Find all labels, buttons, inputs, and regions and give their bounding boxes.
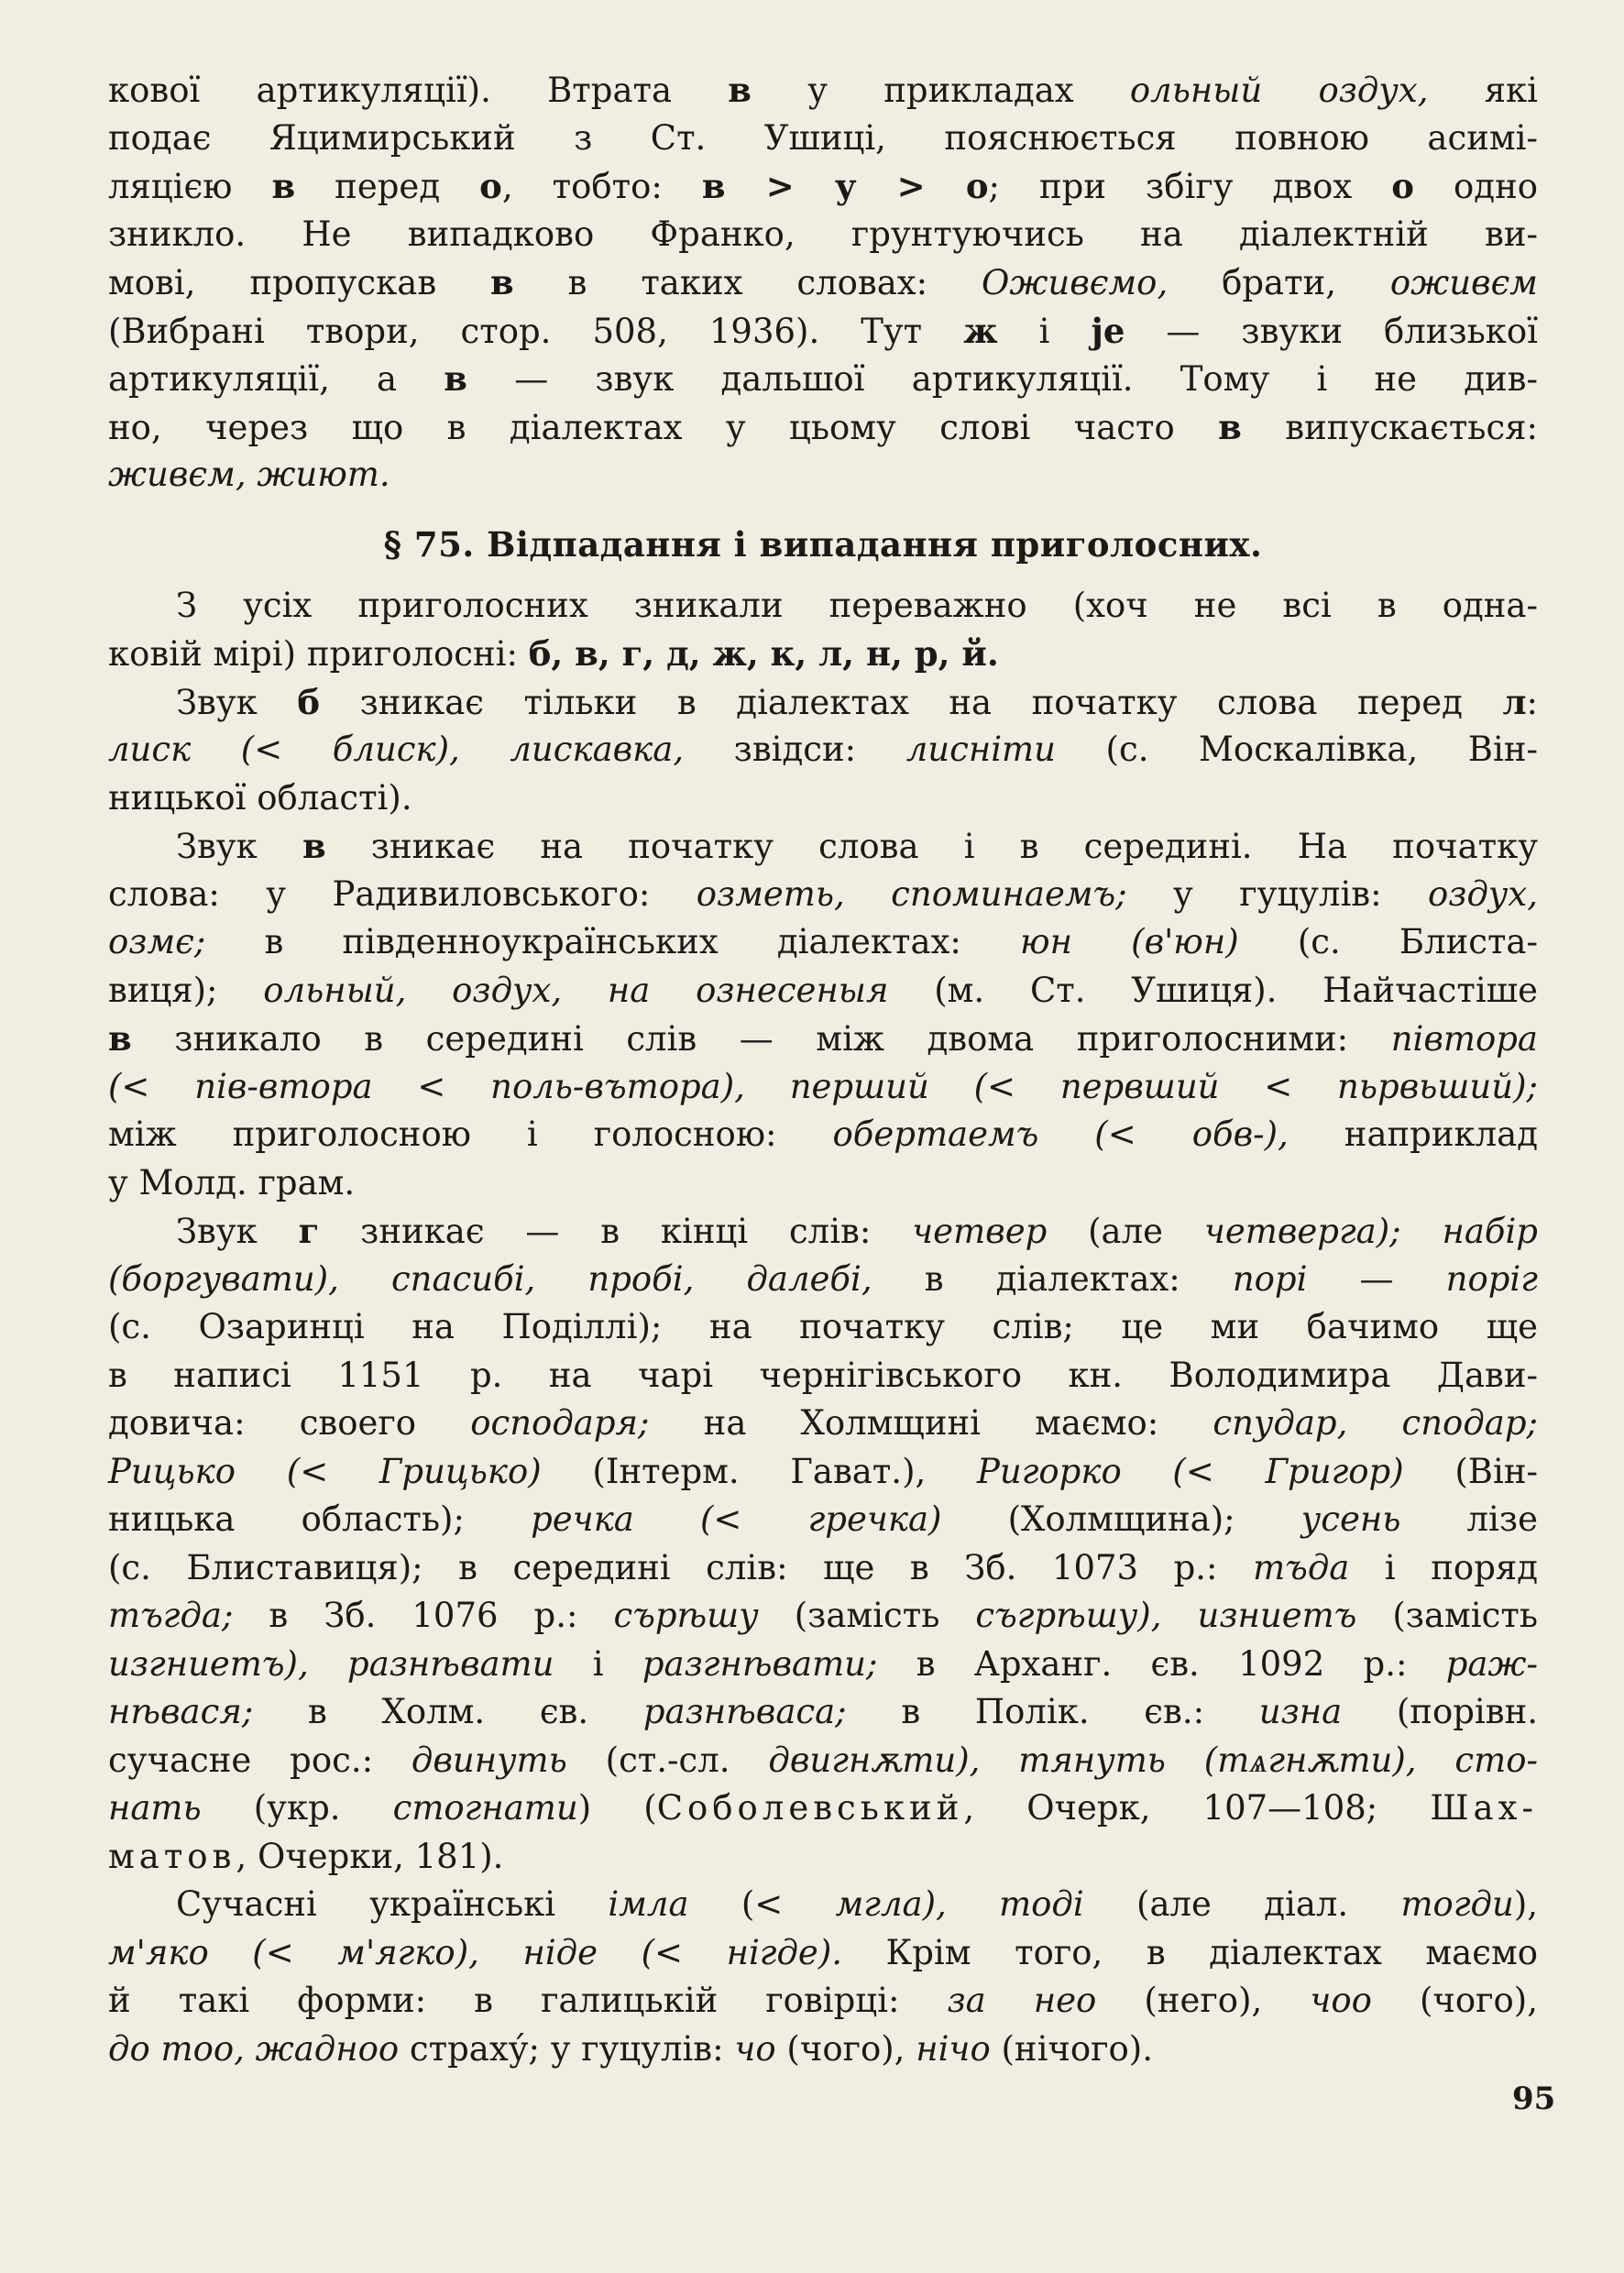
text-run: (замість: [758, 1596, 976, 1635]
page-number: 95: [1512, 2081, 1556, 2117]
text-run: зникає на початку слова і в середині. На початку: [325, 827, 1539, 866]
text-run: сърѣшу: [613, 1596, 759, 1635]
text-run: імла: [608, 1884, 689, 1924]
text-run: артикуляції, а: [108, 359, 444, 399]
text-run: в Зб. 1076 р.:: [233, 1596, 614, 1635]
text-run: півтора: [1390, 1019, 1538, 1059]
text-run: оздух,: [1427, 873, 1538, 914]
text-run: Рицько (< Грицько): [108, 1451, 542, 1491]
paragraph-2: [108, 678, 1538, 823]
text-run: тъда: [1253, 1547, 1350, 1587]
text-line: [108, 1400, 1538, 1448]
text-run: ольный оздух,: [1129, 71, 1429, 110]
text-run: за нео: [947, 1981, 1097, 2020]
text-line: [108, 1977, 1538, 2026]
text-run: і поряд: [1349, 1547, 1539, 1587]
paragraph-3: [108, 822, 1538, 1207]
text-run: ляцією: [108, 167, 272, 206]
text-line: [108, 1448, 1538, 1497]
text-line: [108, 2026, 1538, 2074]
text-run: раж-: [1445, 1643, 1538, 1684]
text-run: г: [298, 1211, 320, 1251]
text-line: [108, 1784, 1538, 1833]
text-run: лізе: [1400, 1499, 1538, 1539]
section-heading: § 75. Відпадання і випадання приголосних.: [383, 523, 1263, 565]
text-run: Звук: [176, 682, 298, 722]
text-run: о: [1391, 166, 1414, 206]
text-line: [108, 678, 1538, 727]
text-run: спудар, сподар;: [1213, 1403, 1538, 1443]
text-run: і: [554, 1643, 642, 1684]
text-run: (але діал.: [1083, 1884, 1401, 1924]
text-run: (чого),: [1371, 1981, 1539, 2020]
text-line: [108, 1159, 1538, 1208]
text-run: страху́; у гуцулів:: [399, 2028, 735, 2069]
text-run: ницької області).: [108, 777, 412, 818]
text-run: кової артикуляції). Втрата: [108, 71, 729, 110]
text-run: в: [1218, 406, 1242, 447]
text-line: [108, 451, 1538, 500]
text-run: л: [1502, 681, 1527, 722]
text-line: [108, 1881, 1538, 1929]
text-run: у гуцулів:: [1126, 873, 1428, 914]
text-run: (чого),: [775, 2028, 916, 2069]
text-run: Соболевський: [656, 1788, 964, 1828]
text-run: Оживємо,: [982, 263, 1169, 302]
text-line: [108, 1303, 1538, 1352]
text-run: разгнѣвати;: [642, 1643, 878, 1684]
text-run: до тоо, жадноо: [108, 2028, 400, 2069]
text-run: ) (: [577, 1788, 657, 1828]
text-run: б, в, г, д, ж, к, л, н, р, й.: [528, 633, 999, 674]
text-line: [108, 1592, 1538, 1641]
text-run: мові, пропускав: [108, 263, 491, 302]
text-run: о: [479, 166, 502, 206]
text-line: [108, 726, 1538, 774]
text-run: двинуть: [411, 1740, 567, 1780]
text-run: (с. Москалівка, Він-: [1055, 730, 1538, 769]
text-run: оживєм: [1389, 263, 1538, 302]
text-run: на Холмщині маємо:: [649, 1403, 1213, 1443]
paragraph-4: [108, 1207, 1538, 1881]
text-run: (Інтерм. Гават.),: [541, 1451, 977, 1491]
text-run: подає Яцимирський з Ст. Ушиці, пояснюється повною асимі-: [108, 117, 1538, 158]
text-run: обертаемъ (< обв-),: [832, 1115, 1289, 1154]
text-run: в: [444, 358, 468, 399]
text-run: (м. Ст. Ушиця). Найчастіше: [888, 970, 1538, 1010]
text-run: тъгда;: [108, 1596, 234, 1635]
text-line: [108, 774, 1538, 823]
text-run: тогди: [1400, 1884, 1514, 1924]
text-run: двигнѫти), тянуть (тѧгнѫти), сто-: [768, 1740, 1538, 1780]
text-line: [108, 1496, 1538, 1544]
text-run: й такі форми: в галицькій говірці:: [108, 1981, 948, 2020]
text-run: (него),: [1096, 1981, 1311, 2020]
text-run: (Він-: [1403, 1451, 1538, 1491]
text-line: [108, 1207, 1538, 1256]
text-run: изгниетъ), разнѣвати: [108, 1643, 554, 1684]
paragraph-1: [108, 582, 1538, 678]
text-run: ж: [963, 310, 998, 351]
text-run: випускається:: [1241, 407, 1538, 447]
text-run: одно: [1413, 167, 1539, 206]
text-run: (с. Озаринці на Поділлі); на початку слів; це ми бачимо ще: [108, 1307, 1538, 1346]
text-run: в Холм. єв.: [253, 1692, 643, 1731]
text-line: [108, 1352, 1538, 1400]
text-run: зникає тільки в діалектах на початку слова перед: [320, 682, 1503, 722]
text-line: [108, 307, 1538, 356]
text-run: б: [297, 681, 321, 722]
text-run: зникло. Не випадково Франко, грунтуючись на діалектній ви-: [108, 214, 1538, 254]
text-run: — звуки близької: [1125, 311, 1539, 351]
text-run: Крім того, в діалектах маємо: [842, 1932, 1538, 1972]
text-line: [108, 66, 1538, 115]
text-line: [108, 258, 1538, 307]
text-run: зникало в середині слів — між двома приголосними:: [131, 1019, 1391, 1059]
text-run: лиск (< блиск), лискавка,: [108, 730, 685, 769]
text-run: нічо: [916, 2028, 991, 2069]
text-run: чоо: [1310, 1981, 1372, 2020]
text-run: озметь, споминаемъ;: [696, 873, 1127, 914]
text-run: наприклад: [1288, 1115, 1538, 1154]
text-run: (але: [1047, 1212, 1204, 1251]
text-run: (порівн.: [1342, 1692, 1539, 1731]
text-run: (< пів-втора < поль-вътора), перший (< первший < пьрвьший);: [108, 1066, 1538, 1106]
text-run: Звук: [176, 1212, 299, 1251]
text-line: [108, 1688, 1538, 1737]
text-run: но, через що в діалектах у цьому слові часто: [108, 407, 1219, 447]
text-run: осподаря;: [470, 1403, 650, 1443]
text-run: (с. Блиставиця); в середині слів: ще в Зб. 1073 р.:: [108, 1547, 1254, 1587]
text-run: :: [1526, 682, 1538, 722]
text-line: [108, 967, 1538, 1016]
text-run: ницька область);: [108, 1499, 532, 1539]
text-run: в діалектах:: [872, 1258, 1233, 1299]
text-line: [108, 1833, 1538, 1882]
text-run: у прикладах: [752, 71, 1130, 110]
text-line: [108, 115, 1538, 163]
text-run: (с. Блиста-: [1238, 922, 1538, 961]
text-run: (нічого).: [990, 2028, 1154, 2069]
text-run: в: [271, 166, 296, 206]
text-run: (укр.: [201, 1788, 393, 1828]
text-run: разнѣваса;: [642, 1692, 847, 1731]
text-run: в > у > о: [701, 166, 989, 206]
text-run: стогнати: [392, 1788, 578, 1828]
text-run: — звук дальшої артикуляції. Тому і не див-: [467, 359, 1539, 399]
text-line: [108, 918, 1538, 967]
page-text: [108, 66, 1538, 2073]
text-line: [108, 1929, 1538, 1978]
text-run: (боргувати), спасибі, пробі, далебі,: [108, 1258, 872, 1299]
text-run: сучасне рос.:: [108, 1740, 411, 1780]
text-line: [108, 1256, 1538, 1304]
text-run: в: [490, 262, 514, 302]
text-run: (: [688, 1884, 755, 1924]
text-run: (ст.-сл.: [566, 1740, 769, 1780]
paragraph-5: [108, 1881, 1538, 2073]
text-run: Шах-: [1430, 1788, 1538, 1828]
text-run: слова: у Радивиловського:: [108, 873, 697, 914]
text-run: звідси:: [684, 730, 906, 769]
text-run: які: [1428, 71, 1539, 110]
text-run: перед: [295, 167, 480, 206]
text-run: ; при збігу двох: [988, 167, 1392, 206]
paragraph-intro: [108, 66, 1538, 500]
text-line: [108, 1015, 1538, 1063]
text-run: четверга); набір: [1203, 1212, 1538, 1251]
text-line: [108, 355, 1538, 403]
text-run: в: [302, 826, 326, 866]
text-run: Сучасні українські: [176, 1884, 609, 1924]
text-run: ),: [1513, 1884, 1539, 1924]
text-line: [108, 1111, 1538, 1159]
text-run: ольный, оздух, на oзнeceныя: [263, 970, 889, 1010]
text-run: у Молд. грам.: [108, 1162, 356, 1202]
text-run: съгрѣшу), изниетъ: [975, 1596, 1357, 1635]
text-run: в Арханг. єв. 1092 р.:: [877, 1643, 1446, 1684]
text-run: усень: [1300, 1499, 1401, 1539]
text-run: між приголосною і голосною:: [108, 1115, 833, 1154]
text-run: брати,: [1168, 263, 1390, 302]
text-line: [108, 1544, 1538, 1593]
text-line: [108, 1641, 1538, 1689]
text-run: живєм, жиют.: [108, 455, 390, 494]
text-line: [108, 630, 1538, 678]
text-run: Звук: [176, 827, 302, 866]
text-run: порі — поріг: [1232, 1258, 1538, 1299]
text-run: , Очерки, 181).: [236, 1836, 504, 1876]
text-run: (Холмщина);: [941, 1499, 1301, 1539]
text-run: в таких словах:: [513, 263, 982, 302]
text-run: юн (в'юн): [1020, 922, 1239, 961]
text-run: в: [728, 70, 752, 110]
text-run: матов: [108, 1836, 236, 1876]
text-run: в Полік. єв.:: [846, 1692, 1259, 1731]
text-run: в південноукраїнських діалектах:: [205, 922, 1021, 961]
text-run: виця);: [108, 970, 264, 1010]
text-run: , тобто:: [501, 167, 702, 206]
text-line: [108, 822, 1538, 871]
text-run: нать: [108, 1788, 202, 1828]
text-run: je: [1091, 310, 1125, 351]
text-line: [108, 162, 1538, 211]
text-run: м'яко (< м'ягко), ніде (< нігде).: [108, 1932, 843, 1972]
text-run: в: [108, 1018, 132, 1059]
text-run: З усіх приголосних зникали переважно (хоч не всі в одна-: [176, 585, 1538, 625]
text-line: [108, 582, 1538, 631]
text-run: і: [997, 311, 1092, 351]
text-run: в написі 1151 р. на чарі чернігівського кн. Володимира Дави-: [108, 1355, 1538, 1395]
text-run: (Вибрані твори, стор. 508, 1936). Тут: [108, 311, 964, 351]
text-line: [108, 1737, 1538, 1785]
text-line: [108, 871, 1538, 919]
text-run: зникає — в кінці слів:: [319, 1212, 913, 1251]
text-run: довича: своего: [108, 1403, 471, 1443]
text-run: (замість: [1356, 1596, 1538, 1635]
text-run: лиснiти: [905, 730, 1056, 769]
text-run: озмє;: [108, 922, 206, 961]
text-run: нѣвася;: [108, 1692, 254, 1731]
text-run: четвер: [912, 1212, 1048, 1251]
text-run: , Очерк, 107—108;: [963, 1788, 1431, 1828]
text-run: Ригорко (< Григор): [976, 1451, 1404, 1491]
text-line: [108, 211, 1538, 259]
text-run: < мгла), тоді: [754, 1884, 1084, 1924]
text-line: [108, 1063, 1538, 1112]
text-run: речка (< гречка): [531, 1499, 942, 1539]
text-run: чо: [734, 2028, 776, 2069]
text-run: ковій мірі) приголосні:: [108, 634, 529, 674]
text-run: изна: [1258, 1692, 1343, 1731]
text-line: [108, 403, 1538, 452]
